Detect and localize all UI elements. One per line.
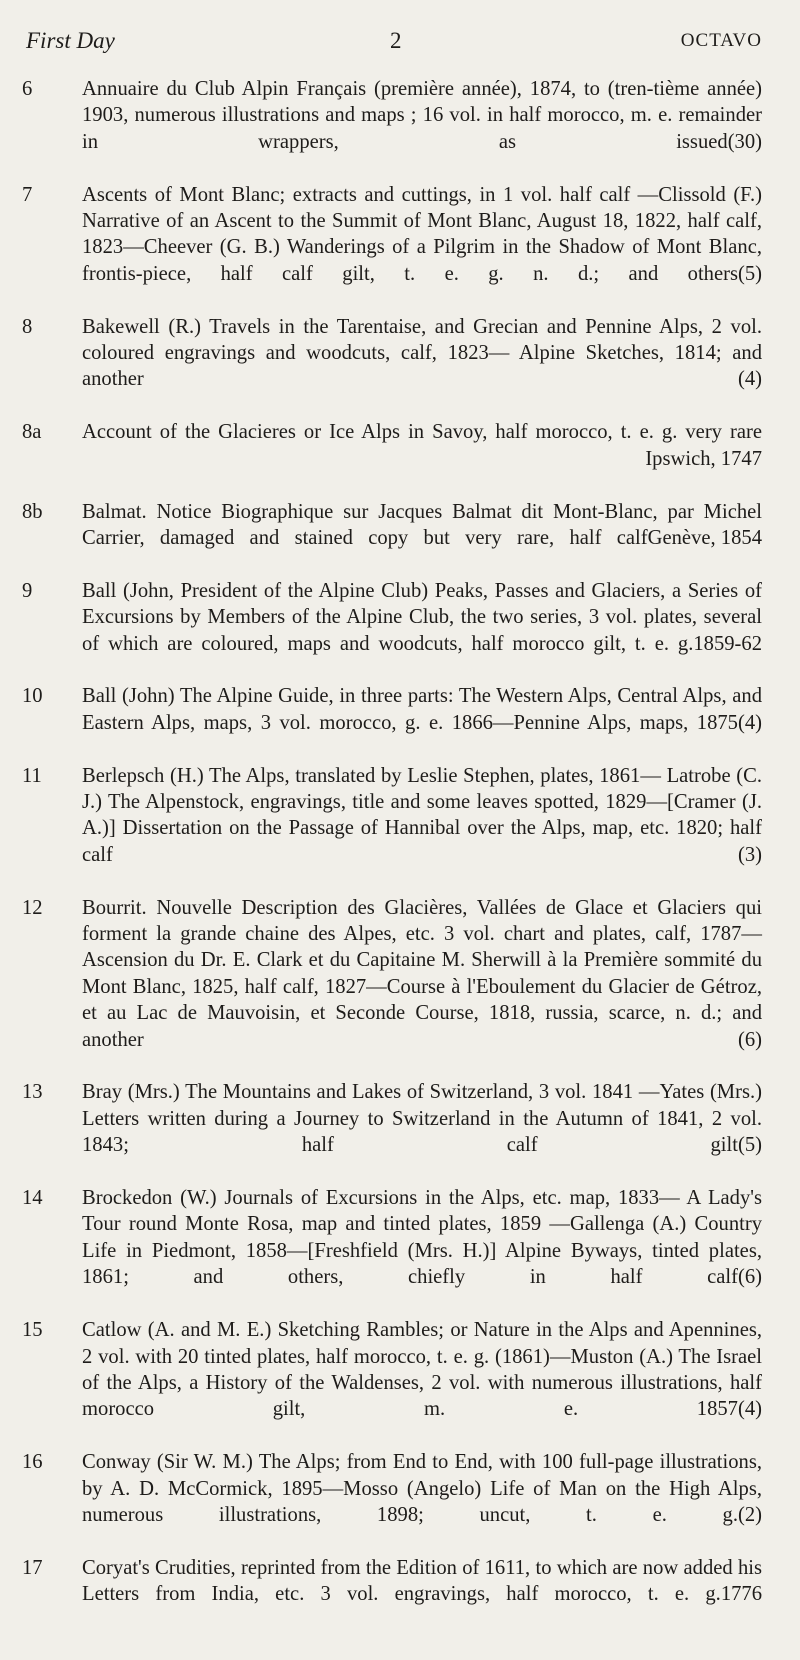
lot-description: Brockedon (W.) Journals of Excursions in the Alps, etc. map, 1833— A Lady's Tour round Monte Rosa, map and tinted plates, 1859 —Gallenga (A.) Country Life in Piedmont, 1858—[Freshfield (Mrs. H.)] Alpine Byways, tinted plates, 1861; and others, chiefly in half calf (6) — [82, 1185, 762, 1317]
lot-list — [18, 76, 762, 1660]
lot-entry — [18, 763, 762, 895]
running-header — [18, 28, 762, 62]
lot-description: Ball (John, President of the Alpine Club) Peaks, Passes and Glaciers, a Series of Excursions by Members of the Alpine Club, the two series, 3 vol. plates, several of which are coloured, maps and woodcuts, half morocco gilt, t. e. g. 1859-62 — [82, 578, 762, 684]
lot-number: 8b — [22, 500, 43, 523]
lot-description: Bray (Mrs.) The Mountains and Lakes of Switzerland, 3 vol. 1841 —Yates (Mrs.) Letters written during a Journey to Switzerland in the Autumn of 1841, 2 vol. 1843; half calf gilt (5) — [82, 1079, 762, 1185]
lot-description: Catlow (A. and M. E.) Sketching Rambles; or Nature in the Alps and Apennines, 2 vol. with 20 tinted plates, half morocco, t. e. g. (1861)—Muston (A.) The Israel of the Alps, a History of the Waldenses, 2 vol. with numerous illustrations, half morocco gilt, m. e. 1857 (4) — [82, 1317, 762, 1449]
lot-entry — [18, 314, 762, 420]
lot-entry — [18, 419, 762, 498]
lot-tail: 1776 — [720, 1583, 762, 1606]
lot-tail: (6) — [737, 1028, 762, 1051]
lot-tail: (6) — [737, 1266, 762, 1289]
lot-number: 6 — [22, 78, 33, 100]
lot-entry — [18, 578, 762, 684]
lot-description: Bakewell (R.) Travels in the Tarentaise, and Grecian and Pennine Alps, 2 vol. coloured engravings and woodcuts, calf, 1823— Alpine Sketches, 1814; and another (4) — [82, 314, 762, 420]
lot-number: 13 — [22, 1081, 43, 1104]
lot-number: 17 — [22, 1556, 43, 1579]
lot-tail: (4) — [737, 711, 762, 734]
lot-tail: (30) — [727, 130, 762, 153]
lot-tail: (5) — [737, 262, 762, 285]
lot-number: 14 — [22, 1187, 43, 1210]
lot-description: Coryat's Crudities, reprinted from the Edition of 1611, to which are now added his Letters from India, etc. 3 vol. engravings, half morocco, t. e. g. 1776 — [82, 1555, 762, 1634]
lot-description: Annuaire du Club Alpin Français (première année), 1874, to (tren-tième année) 1903, numerous illustrations and maps ; 16 vol. in half morocco, m. e. remainder in wrappers, as issued (30) — [82, 76, 762, 182]
lot-tail: (4) — [737, 1398, 762, 1421]
lot-description — [82, 1634, 762, 1660]
lot-entry — [18, 1185, 762, 1317]
lot-number: 15 — [22, 1319, 43, 1342]
lot-number: 16 — [22, 1451, 43, 1474]
lot-entry — [18, 895, 762, 1080]
lot-entry — [18, 1449, 762, 1555]
lot-description: Berlepsch (H.) The Alps, translated by Leslie Stephen, plates, 1861— Latrobe (C. J.) The Alpenstock, engravings, title and some leaves spotted, 1829—[Cramer (J. A.)] Dissertation on the Passage of Hannibal over the Alps, map, etc. 1820; half calf (3) — [82, 763, 762, 895]
lot-tail: Genève, 1854 — [647, 526, 762, 549]
section-title: First Day — [26, 28, 115, 53]
lot-description: Ascents of Mont Blanc; extracts and cuttings, in 1 vol. half calf —Clissold (F.) Narrative of an Ascent to the Summit of Mont Blanc, August 18, 1822, half calf, 1823—Cheever (G. B.) Wanderings of a Pilgrim in the Shadow of Mont Blanc, frontis-piece, half calf gilt, t. e. g. n. d.; and others (5) — [82, 182, 762, 314]
lot-description: Conway (Sir W. M.) The Alps; from End to End, with 100 full-page illustrations, by A. D. McCormick, 1895—Mosso (Angelo) Life of Man on the High Alps, numerous illustrations, 1898; uncut, t. e. g. (2) — [82, 1449, 762, 1555]
lot-entry — [18, 1555, 762, 1634]
lot-tail: Ipswich, 1747 — [645, 447, 762, 470]
lot-tail: 1859-62 — [693, 632, 762, 655]
lot-number: 9 — [22, 579, 33, 602]
lot-description: Balmat. Notice Biographique sur Jacques Balmat dit Mont-Blanc, par Michel Carrier, damaged and stained copy but very rare, half calf Genève, 1854 — [82, 499, 762, 578]
lot-number: 11 — [22, 764, 42, 787]
lot-tail: (2) — [737, 1503, 762, 1526]
lot-number: 12 — [22, 896, 43, 919]
lot-number: 7 — [22, 183, 33, 206]
lot-description: Account of the Glacieres or Ice Alps in Savoy, half morocco, t. e. g. very rare Ipswich, 1747 — [82, 419, 762, 498]
lot-number: 8a — [22, 421, 42, 444]
page-number: 2 — [390, 28, 402, 53]
lot-entry — [18, 683, 762, 762]
lot-tail: (5) — [737, 1134, 762, 1157]
lot-entry — [18, 1079, 762, 1185]
lot-entry — [18, 1317, 762, 1449]
lot-entry — [18, 499, 762, 578]
lot-number: 10 — [22, 685, 43, 708]
lot-entry — [18, 182, 762, 314]
lot-tail: (4) — [737, 368, 762, 391]
lot-entry — [18, 1634, 762, 1660]
lot-tail: (3) — [737, 843, 762, 866]
format-label: OCTAVO — [680, 30, 762, 51]
lot-description: Ball (John) The Alpine Guide, in three parts: The Western Alps, Central Alps, and Eastern Alps, maps, 3 vol. morocco, g. e. 1866—Pennine Alps, maps, 1875 (4) — [82, 683, 762, 762]
lot-description: Bourrit. Nouvelle Description des Glacières, Vallées de Glace et Glaciers qui forment la grande chaine des Alpes, etc. 3 vol. chart and plates, calf, 1787—Ascension du Dr. E. Clark et du Capitaine M. Sherwill à la Première sommité du Mont Blanc, 1825, half calf, 1827—Course à l'Eboulement du Glacier de Gétroz, et au Lac de Mauvoisin, et Seconde Course, 1818, russia, scarce, n. d.; and another (6) — [82, 895, 762, 1080]
lot-entry — [18, 76, 762, 182]
lot-number: 8 — [22, 315, 33, 338]
